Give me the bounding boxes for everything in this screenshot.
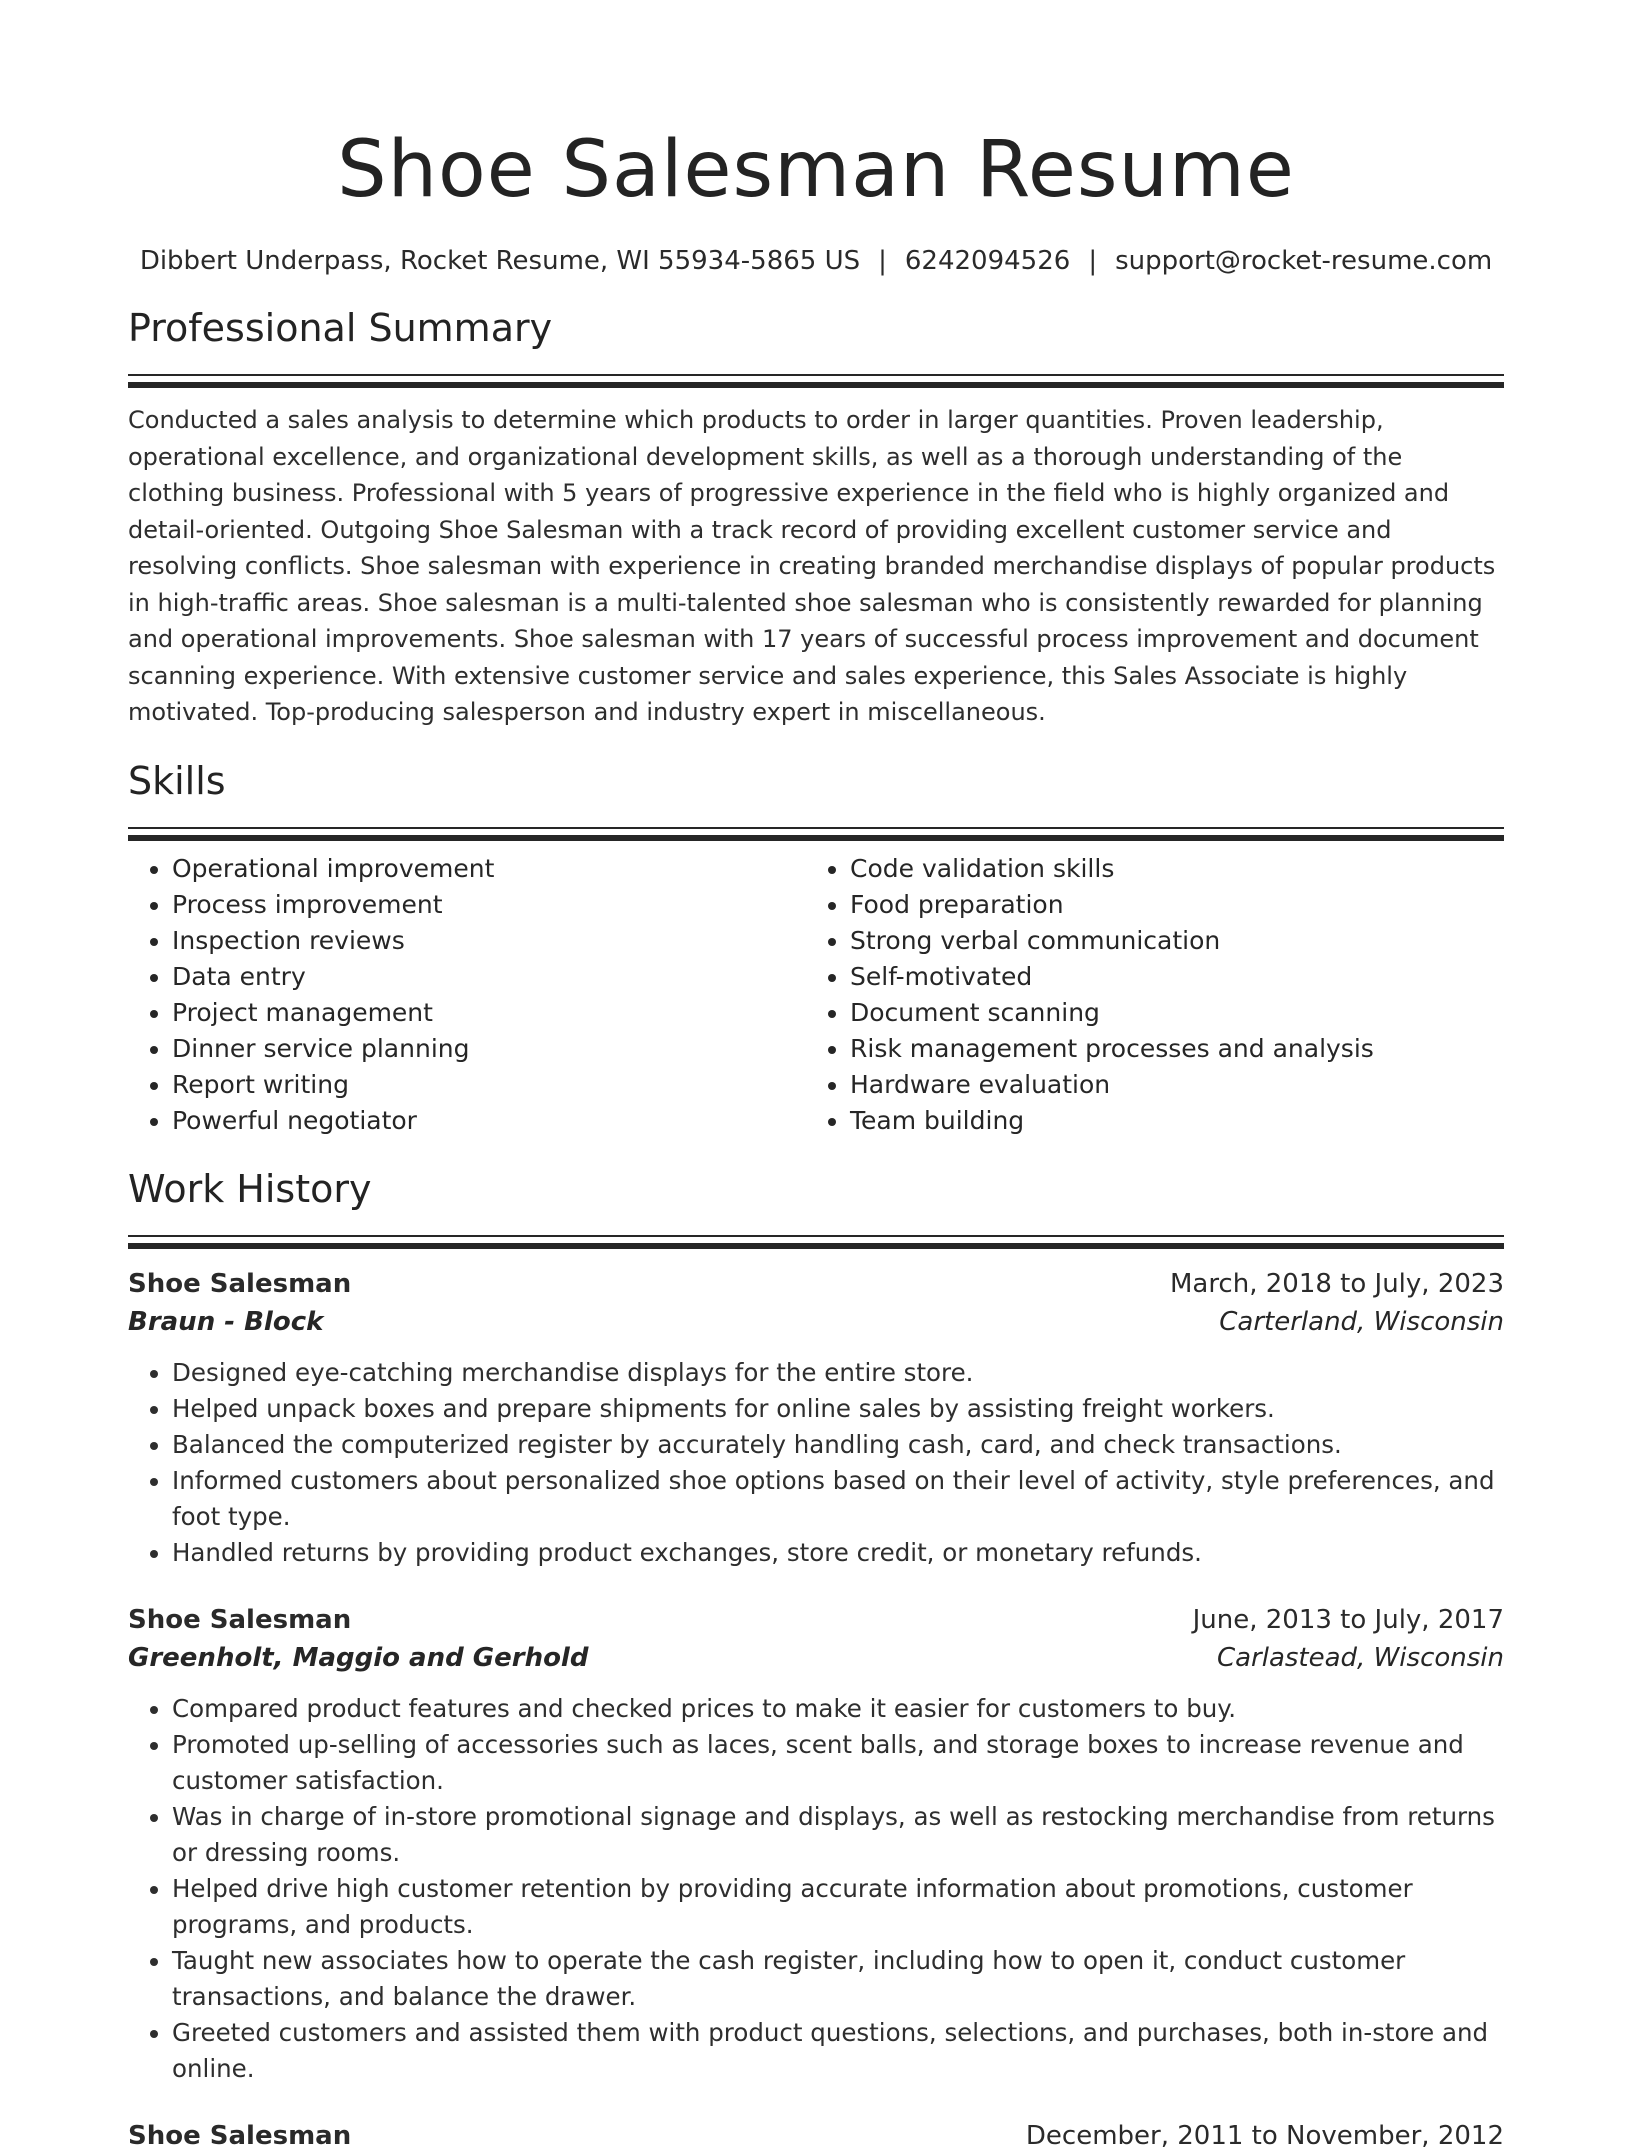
contact-phone: 6242094526 <box>904 246 1071 276</box>
skill-item: • Team building <box>850 1103 1484 1139</box>
resume-page <box>128 0 1504 2155</box>
duty-item: • Informed customers about personalized shoe options based on their level of activity, style preferences, and foot type. <box>172 1463 1504 1535</box>
section-rule-thin <box>128 374 1504 376</box>
skills-columns <box>128 851 1504 1139</box>
skills-heading: Skills <box>128 758 226 803</box>
duty-item: • Was in charge of in-store promotional signage and displays, as well as restocking merchandise from returns or dressing rooms. <box>172 1799 1504 1871</box>
skills-list-left <box>128 851 806 1139</box>
contact-separator: | <box>878 246 887 276</box>
job-header <box>128 1265 1504 1303</box>
skill-item: • Self-motivated <box>850 959 1484 995</box>
job-header <box>128 1601 1504 1639</box>
skills-list-right <box>806 851 1484 1139</box>
job-location: Carterland, Wisconsin <box>1219 1306 1504 1337</box>
job-company: Braun - Block <box>128 1306 324 1337</box>
skill-item: • Project management <box>172 995 806 1031</box>
duty-item: • Helped unpack boxes and prepare shipments for online sales by assisting freight workers. <box>172 1391 1504 1427</box>
job-title: Shoe Salesman <box>128 1268 352 1299</box>
section-rule-thick <box>128 382 1504 388</box>
skill-item: • Operational improvement <box>172 851 806 887</box>
job-dates: December, 2011 to November, 2012 <box>1025 2120 1504 2151</box>
skill-item: • Dinner service planning <box>172 1031 806 1067</box>
section-rule-thick <box>128 835 1504 841</box>
job-company: Greenholt, Maggio and Gerhold <box>128 1642 589 1673</box>
job-dates: June, 2013 to July, 2017 <box>1192 1604 1504 1635</box>
section-rule-thin <box>128 827 1504 829</box>
summary-heading: Professional Summary <box>128 306 553 350</box>
duty-item: • Handled returns by providing product exchanges, store credit, or monetary refunds. <box>172 1535 1504 1571</box>
skill-item: • Data entry <box>172 959 806 995</box>
skill-item: • Inspection reviews <box>172 923 806 959</box>
contact-address: Dibbert Underpass, Rocket Resume, WI 55934-5865 US <box>139 246 861 276</box>
duty-item: • Compared product features and checked prices to make it easier for customers to buy. <box>172 1691 1504 1727</box>
work-heading: Work History <box>128 1166 372 1211</box>
job-title: Shoe Salesman <box>128 1604 352 1635</box>
skill-item: • Food preparation <box>850 887 1484 923</box>
job-header <box>128 2117 1504 2155</box>
skill-item: • Code validation skills <box>850 851 1484 887</box>
skill-item: • Document scanning <box>850 995 1484 1031</box>
skill-item: • Risk management processes and analysis <box>850 1031 1484 1067</box>
section-rule-thin <box>128 1235 1504 1237</box>
job-location: Carlastead, Wisconsin <box>1216 1642 1504 1673</box>
job-duties <box>128 1355 1504 1571</box>
work-section <box>128 1165 1504 2155</box>
summary-text: Conducted a sales analysis to determine which products to order in larger quantities. Proven leadership, operational excellence, and organizational development skills, as well as a thorough understanding of the clothing business. Professional with 5 years of progressive experience in the field who is highly organized and detail-oriented. Outgoing Shoe Salesman with a track record of providing excellent customer service and resolving conflicts. Shoe salesman with experience in creating branded merchandise displays of popular products in high-traffic areas. Shoe salesman is a multi-talented shoe salesman who is consistently rewarded for planning and operational improvements. Shoe salesman with 17 years of successful process improvement and document scanning experience. With extensive customer service and sales experience, this Sales Associate is highly motivated. Top-producing salesperson and industry expert in miscellaneous. <box>128 406 1496 726</box>
job-entry <box>128 2117 1504 2155</box>
contact-line <box>128 244 1504 278</box>
section-rule-thick <box>128 1243 1504 1249</box>
duty-item: • Promoted up-selling of accessories such as laces, scent balls, and storage boxes to increase revenue and customer satisfaction. <box>172 1727 1504 1799</box>
resume-title: Shoe Salesman Resume <box>337 125 1295 215</box>
skill-item: • Powerful negotiator <box>172 1103 806 1139</box>
skill-item: • Hardware evaluation <box>850 1067 1484 1103</box>
job-title: Shoe Salesman <box>128 2120 352 2151</box>
contact-separator: | <box>1088 246 1098 276</box>
job-duties <box>128 1691 1504 2087</box>
duty-item: • Balanced the computerized register by accurately handling cash, card, and check transactions. <box>172 1427 1504 1463</box>
job-subheader <box>128 1303 1504 1341</box>
job-entry <box>128 1601 1504 2087</box>
job-dates: March, 2018 to July, 2023 <box>1169 1268 1504 1299</box>
duty-item: • Designed eye-catching merchandise displays for the entire store. <box>172 1355 1504 1391</box>
duty-item: • Helped drive high customer retention by providing accurate information about promotions, customer programs, and products. <box>172 1871 1504 1943</box>
skill-item: • Report writing <box>172 1067 806 1103</box>
job-entry <box>128 1265 1504 1571</box>
skill-item: • Process improvement <box>172 887 806 923</box>
contact-email: support@rocket-resume.com <box>1115 246 1493 276</box>
duty-item: • Taught new associates how to operate the cash register, including how to open it, conduct customer transactions, and balance the drawer. <box>172 1943 1504 2015</box>
job-subheader <box>128 1639 1504 1677</box>
skills-section <box>128 757 1504 1139</box>
summary-section <box>128 304 1504 731</box>
duty-item: • Greeted customers and assisted them with product questions, selections, and purchases, both in-store and online. <box>172 2015 1504 2087</box>
skill-item: • Strong verbal communication <box>850 923 1484 959</box>
